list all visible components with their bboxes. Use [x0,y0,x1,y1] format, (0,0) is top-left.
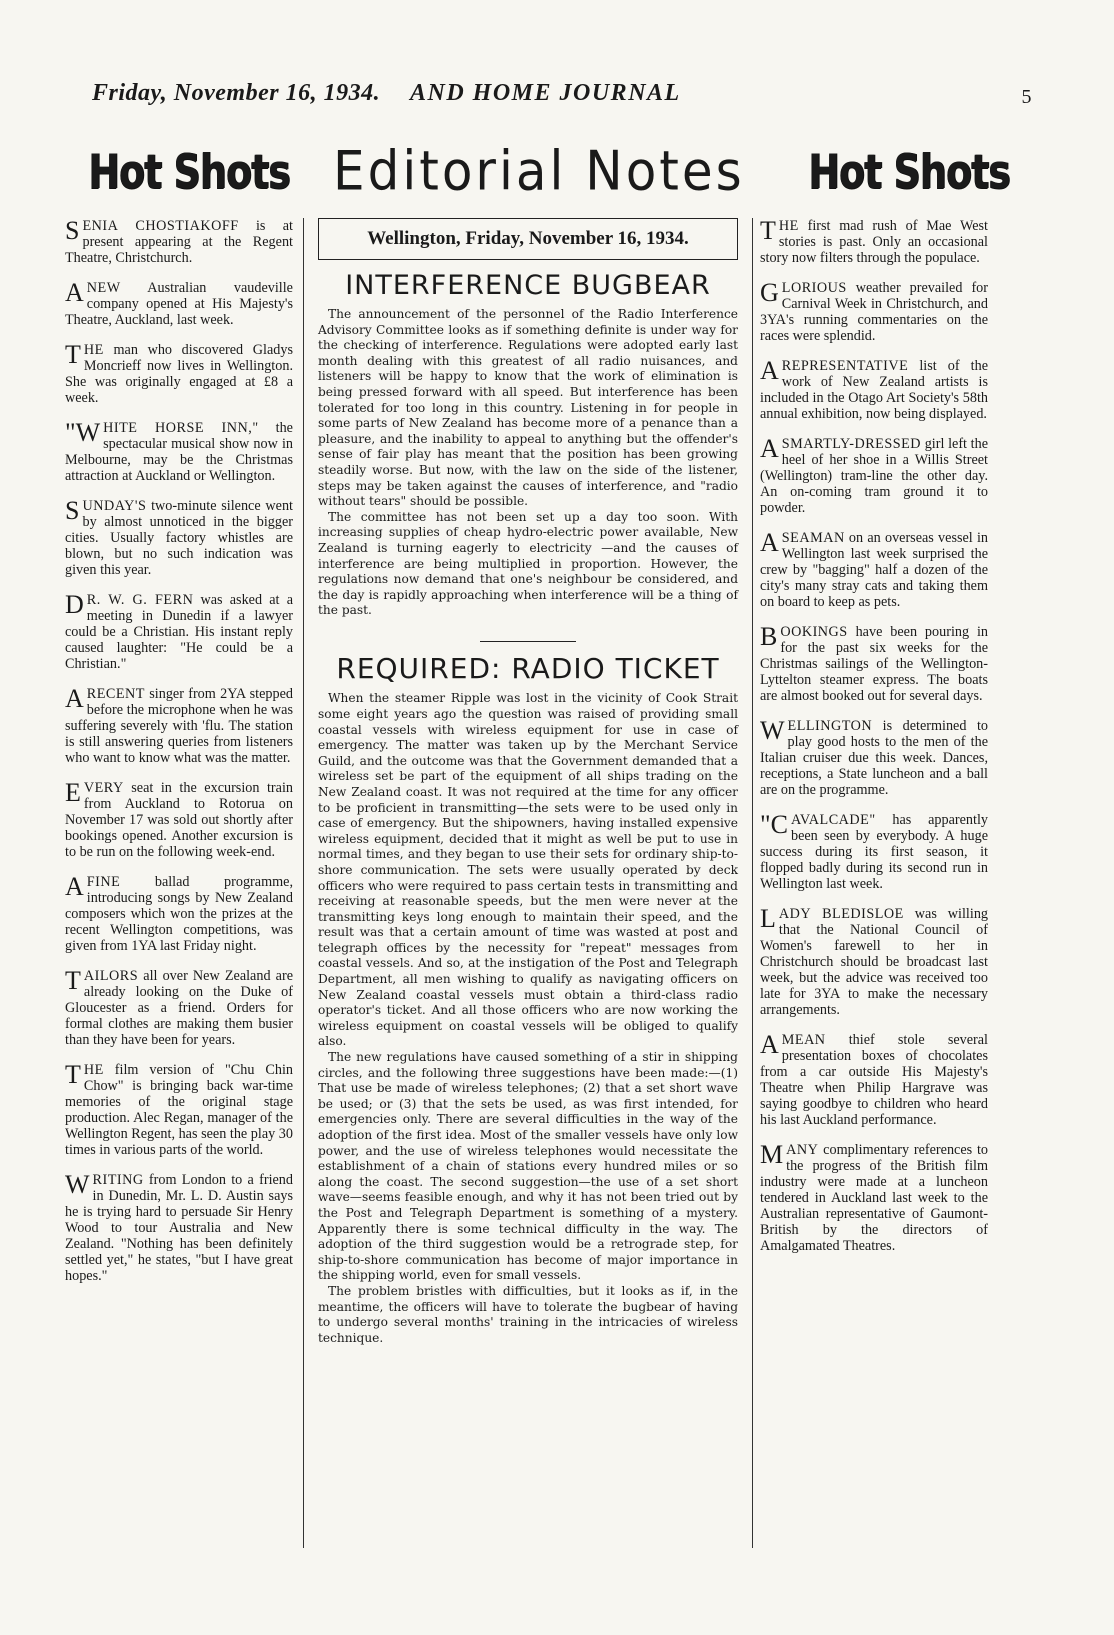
news-brief [760,624,988,704]
editorial-column [318,218,738,1346]
drop-initial: T [65,340,81,369]
drop-initial: W [760,716,785,745]
article-paragraph: The problem bristles with difficulties, but it looks as if, in the meantime, the officers will have to tolerate the bugbear of having to undergo several months' training in the intricacies of wireless technique. [318,1283,738,1345]
brief-text: two-minute silence went by almost unnoticed in the bigger cities. Usually factory whistles are blown, but no such indication was given this year. [65,498,293,578]
brief-lead: SEAMAN [781,530,845,546]
hot-shots-logo-left: Hot Shots [88,144,290,199]
drop-initial: T [760,216,776,245]
brief-lead: RECENT [86,686,145,702]
news-brief [760,718,988,798]
brief-text: seat in the excursion train from Auckland to Rotorua on November 17 was sold out shortly after bookings opened. Another excursion is to be run on the following week-end. [65,780,293,860]
article-paragraph: The new regulations have caused something of a stir in shipping circles, and the following three suggestions have been made:—(1) That use be made of wireless telephones; (2) that a set short wave be used; or (3) that the sets be used, as was first intended, for emergencies only. There are several difficulties in the way of the adoption of the first idea. Most of the smaller vessels have only low power, and the use of wireless telephones would necessitate the establishment of a chain of stations every hundred miles or so along the coast. The second suggestion—the use of a set short wave—seems feasible enough, and why it has not been tried out by the Post and Telegraph Department is something of a mystery. Apparently there is some technical difficulty in the way. The adoption of the third suggestion would be a retrograde step, for ship-to-shore communication has become of major importance in the shipping world, even for small vessels. [318,1050,738,1283]
drop-initial: A [65,872,84,901]
brief-text: girl left the heel of her shoe in a Willis Street (Wellington) tram-line the other day. An on-coming tram ground it to powder. [760,436,988,516]
brief-lead: RITING [92,1172,144,1188]
brief-text: was asked at a meeting in Dunedin if a lawyer could be a Christian. His instant reply caused laughter: "He could be a Christian." [65,592,293,672]
brief-lead: OOKINGS [780,624,848,640]
article-paragraph: The announcement of the personnel of the Radio Interference Advisory Committee looks as if something definite is under way for the checking of interference. Regulations were adopted early last month dealing with this greatest of all radio nuisances, and listeners will be happy to know that the work of elimination is being pressed forward with all speed. But interference has been tolerated for too long in this country. Listening in for people in some parts of New Zealand has become more of a penance than a pleasure, and the inability to appeal to anything but the offender's sense of fair play has meant that the position has been growing steadily worse. But now, with the law on the side of the listener, steps may be taken against the causes of interference, and "radio without tears" should be possible. [318,307,738,509]
brief-lead: ANY [786,1142,819,1158]
news-brief [65,874,293,954]
masthead [0,140,1114,210]
brief-text: thief stole several presentation boxes of chocolates from a car outside His Majesty's Theatre when Philip Hargrave was saying goodbye to children who heard his last Auckland performance. [760,1032,988,1128]
brief-text: complimentary references to the progress of the British film industry were made at a luncheon tendered in Auckland last week to the Australian representative of Gaumont-British by the directors of Amalgamated Theatres. [760,1142,988,1254]
brief-lead: SMARTLY-DRESSED [781,436,922,452]
brief-lead: ELLINGTON [787,718,873,734]
brief-text: the spectacular musical show now in Melbourne, may be the Christmas attraction at Auckland or Wellington. [65,420,293,484]
editorial-dateline: Wellington, Friday, November 16, 1934. [318,218,738,260]
brief-text: from London to a friend in Dunedin, Mr. L. D. Austin says he is trying hard to persuade Sir Henry Wood to tour Australia and New Zealand. "Nothing has been definitely settled yet," he states, "but I have great hopes." [65,1172,293,1284]
drop-initial: S [65,216,80,245]
drop-initial: L [760,904,776,933]
drop-initial: M [760,1140,784,1169]
drop-initial: T [65,966,81,995]
article-paragraph: When the steamer Ripple was lost in the vicinity of Cook Strait some eight years ago the question was raised of providing small coastal vessels with wireless equipment for use in case of emergency. The matter was taken up by the Merchant Service Guild, and the outcome was that the Government demanded that a wireless set be part of the equipment of all ships trading on the New Zealand coast. It was not required at the time for any officer to be proficient in transmitting—the sets were to be used only in case of emergency. But the shipowners, having installed expensive wireless equipment, decided that it might as well be put to use in normal times, and they began to use their sets for ordinary ship-to-shore communication. The sets were usually operated by deck officers who were required to pass certain tests in transmitting and receiving at reasonable speeds, but the men were never at the transmitting keys long enough to maintain their speed, and the result was that a certain amount of time was wasted at post and telegraph offices by the necessity for "repeat" messages from coastal vessels. And so, at the instigation of the Post and Telegraph Department, all men wishing to qualify as navigating officers on New Zealand coastal vessels must obtain a third-class radio operator's ticket. And all those officers who are now working the wireless equipment on coastal vessels will be obliged to qualify also. [318,691,738,1049]
news-brief [65,780,293,860]
hot-shots-left-column [65,218,293,1298]
hot-shots-logo-right: Hot Shots [808,144,1010,199]
news-brief [65,498,293,578]
news-brief [65,592,293,672]
brief-text: on an overseas vessel in Wellington last week surprised the crew by "bagging" half a dozen of the city's many stray cats and taking them on board to keep as pets. [760,530,988,610]
drop-initial: B [760,622,778,651]
drop-initial: A [760,528,779,557]
drop-initial: D [65,590,84,619]
article-divider [480,641,576,643]
drop-initial: A [760,1030,779,1059]
brief-lead: REPRESENTATIVE [781,358,909,374]
brief-text: singer from 2YA stepped before the microphone when he was suffering severely with 'flu. The station is still answering queries from listeners who want to know what was the matter. [65,686,293,766]
brief-lead: LORIOUS [781,280,847,296]
drop-initial: W [65,1170,90,1199]
issue-date: Friday, November 16, 1934. [92,80,381,106]
drop-initial: A [760,434,779,463]
drop-initial: "C [760,810,788,839]
brief-lead: UNDAY'S [82,498,147,514]
article-paragraph: The committee has not been set up a day too soon. With increasing supplies of cheap hydro-electric power available, New Zealand is turning eagerly to electricity —and the causes of interference are being multiplied in proportion. However, the regulations now demand that one's neighbour be considered, and the day is rapidly approaching when interference will be a thing of the past. [318,509,738,618]
drop-initial: E [65,778,81,807]
article-headline: REQUIRED: RADIO TICKET [336,652,720,686]
drop-initial: A [65,278,84,307]
news-brief [65,280,293,328]
brief-text: was willing that the National Council of Women's farewell to her in Christchurch should be broadcast last week, but the advice was received too late for 3YA to make the necessary arrangements. [760,906,989,1018]
brief-lead: AILORS [83,968,139,984]
brief-lead: HE [83,1062,104,1078]
drop-initial: A [65,684,84,713]
news-brief [760,218,988,266]
news-brief [65,1062,293,1158]
news-brief [760,812,988,892]
brief-text: is at present appearing at the Regent Theatre, Christchurch. [65,218,294,266]
brief-lead: NEW [86,280,121,296]
brief-lead: ADY BLEDISLOE [778,906,904,922]
brief-lead: MEAN [781,1032,826,1048]
news-brief [65,342,293,406]
news-brief [760,436,988,516]
brief-lead: HE [83,342,104,358]
news-brief [760,358,988,422]
news-brief [760,530,988,610]
brief-lead: FINE [86,874,121,890]
brief-text: has apparently been seen by everybody. A huge success during its first season, it flopped badly during its second run in Wellington last week. [760,812,988,892]
hot-shots-right-column [760,218,988,1268]
article-interference [318,270,738,619]
article-radio-ticket [318,652,738,1346]
brief-text: list of the work of New Zealand artists is included in the Otago Art Society's 58th annual exhibition, now being displayed. [760,358,988,422]
article-body [318,691,738,1346]
brief-text: all over New Zealand are already looking on the Duke of Gloucester as a friend. Orders for formal clothes are making them busier than they have been for years. [65,968,293,1048]
news-brief [760,1032,988,1128]
drop-initial: A [760,356,779,385]
drop-initial: S [65,496,80,525]
news-brief [760,280,988,344]
editorial-notes-title: Editorial Notes [333,140,745,203]
brief-text: is determined to play good hosts to the men of the Italian cruiser due this week. Dances, receptions, a State luncheon and a ball are on the programme. [760,718,988,798]
brief-text: have been pouring in for the past six weeks for the Christmas sailings of the Wellington-Lyttelton steamer express. The boats are almost booked out for several days. [760,624,988,704]
brief-text: film version of "Chu Chin Chow" is bringing back war-time memories of the original stage production. Alec Regan, manager of the Wellington Regent, has seen the play 30 times in various parts of the world. [65,1062,293,1158]
brief-lead: AVALCADE" [790,812,876,828]
news-brief [760,1142,988,1254]
news-brief [65,420,293,484]
brief-text: weather prevailed for Carnival Week in Christchurch, and 3YA's running commentaries on the races were splendid. [760,280,988,344]
article-headline: INTERFERENCE BUGBEAR [345,270,711,301]
news-brief [65,218,293,266]
running-head [92,80,1032,114]
brief-text: Australian vaudeville company opened at His Majesty's Theatre, Auckland, last week. [65,280,293,328]
column-rule-left [303,218,304,1548]
brief-lead: VERY [83,780,124,796]
brief-lead: HITE HORSE INN," [103,420,259,436]
brief-text: first mad rush of Mae West stories is past. Only an occasional story now filters through the populace. [760,218,988,266]
news-brief [65,686,293,766]
drop-initial: "W [65,418,101,447]
brief-text: ballad programme, introducing songs by New Zealand composers which won the prizes at the recent Wellington competitions, was given from 1YA last Friday night. [65,874,293,954]
brief-lead: ENIA CHOSTIAKOFF [82,218,239,234]
news-brief [760,906,988,1018]
news-brief [65,968,293,1048]
journal-name: AND HOME JOURNAL [410,80,681,106]
brief-lead: HE [778,218,799,234]
page-number: 5 [1021,86,1032,108]
brief-text: man who discovered Gladys Moncrieff now lives in Wellington. She was originally engaged at £8 a week. [65,342,293,406]
article-body [318,307,738,619]
column-rule-right [752,218,753,1548]
news-brief [65,1172,293,1284]
brief-lead: R. W. G. FERN [86,592,194,608]
drop-initial: T [65,1060,81,1089]
drop-initial: G [760,278,779,307]
